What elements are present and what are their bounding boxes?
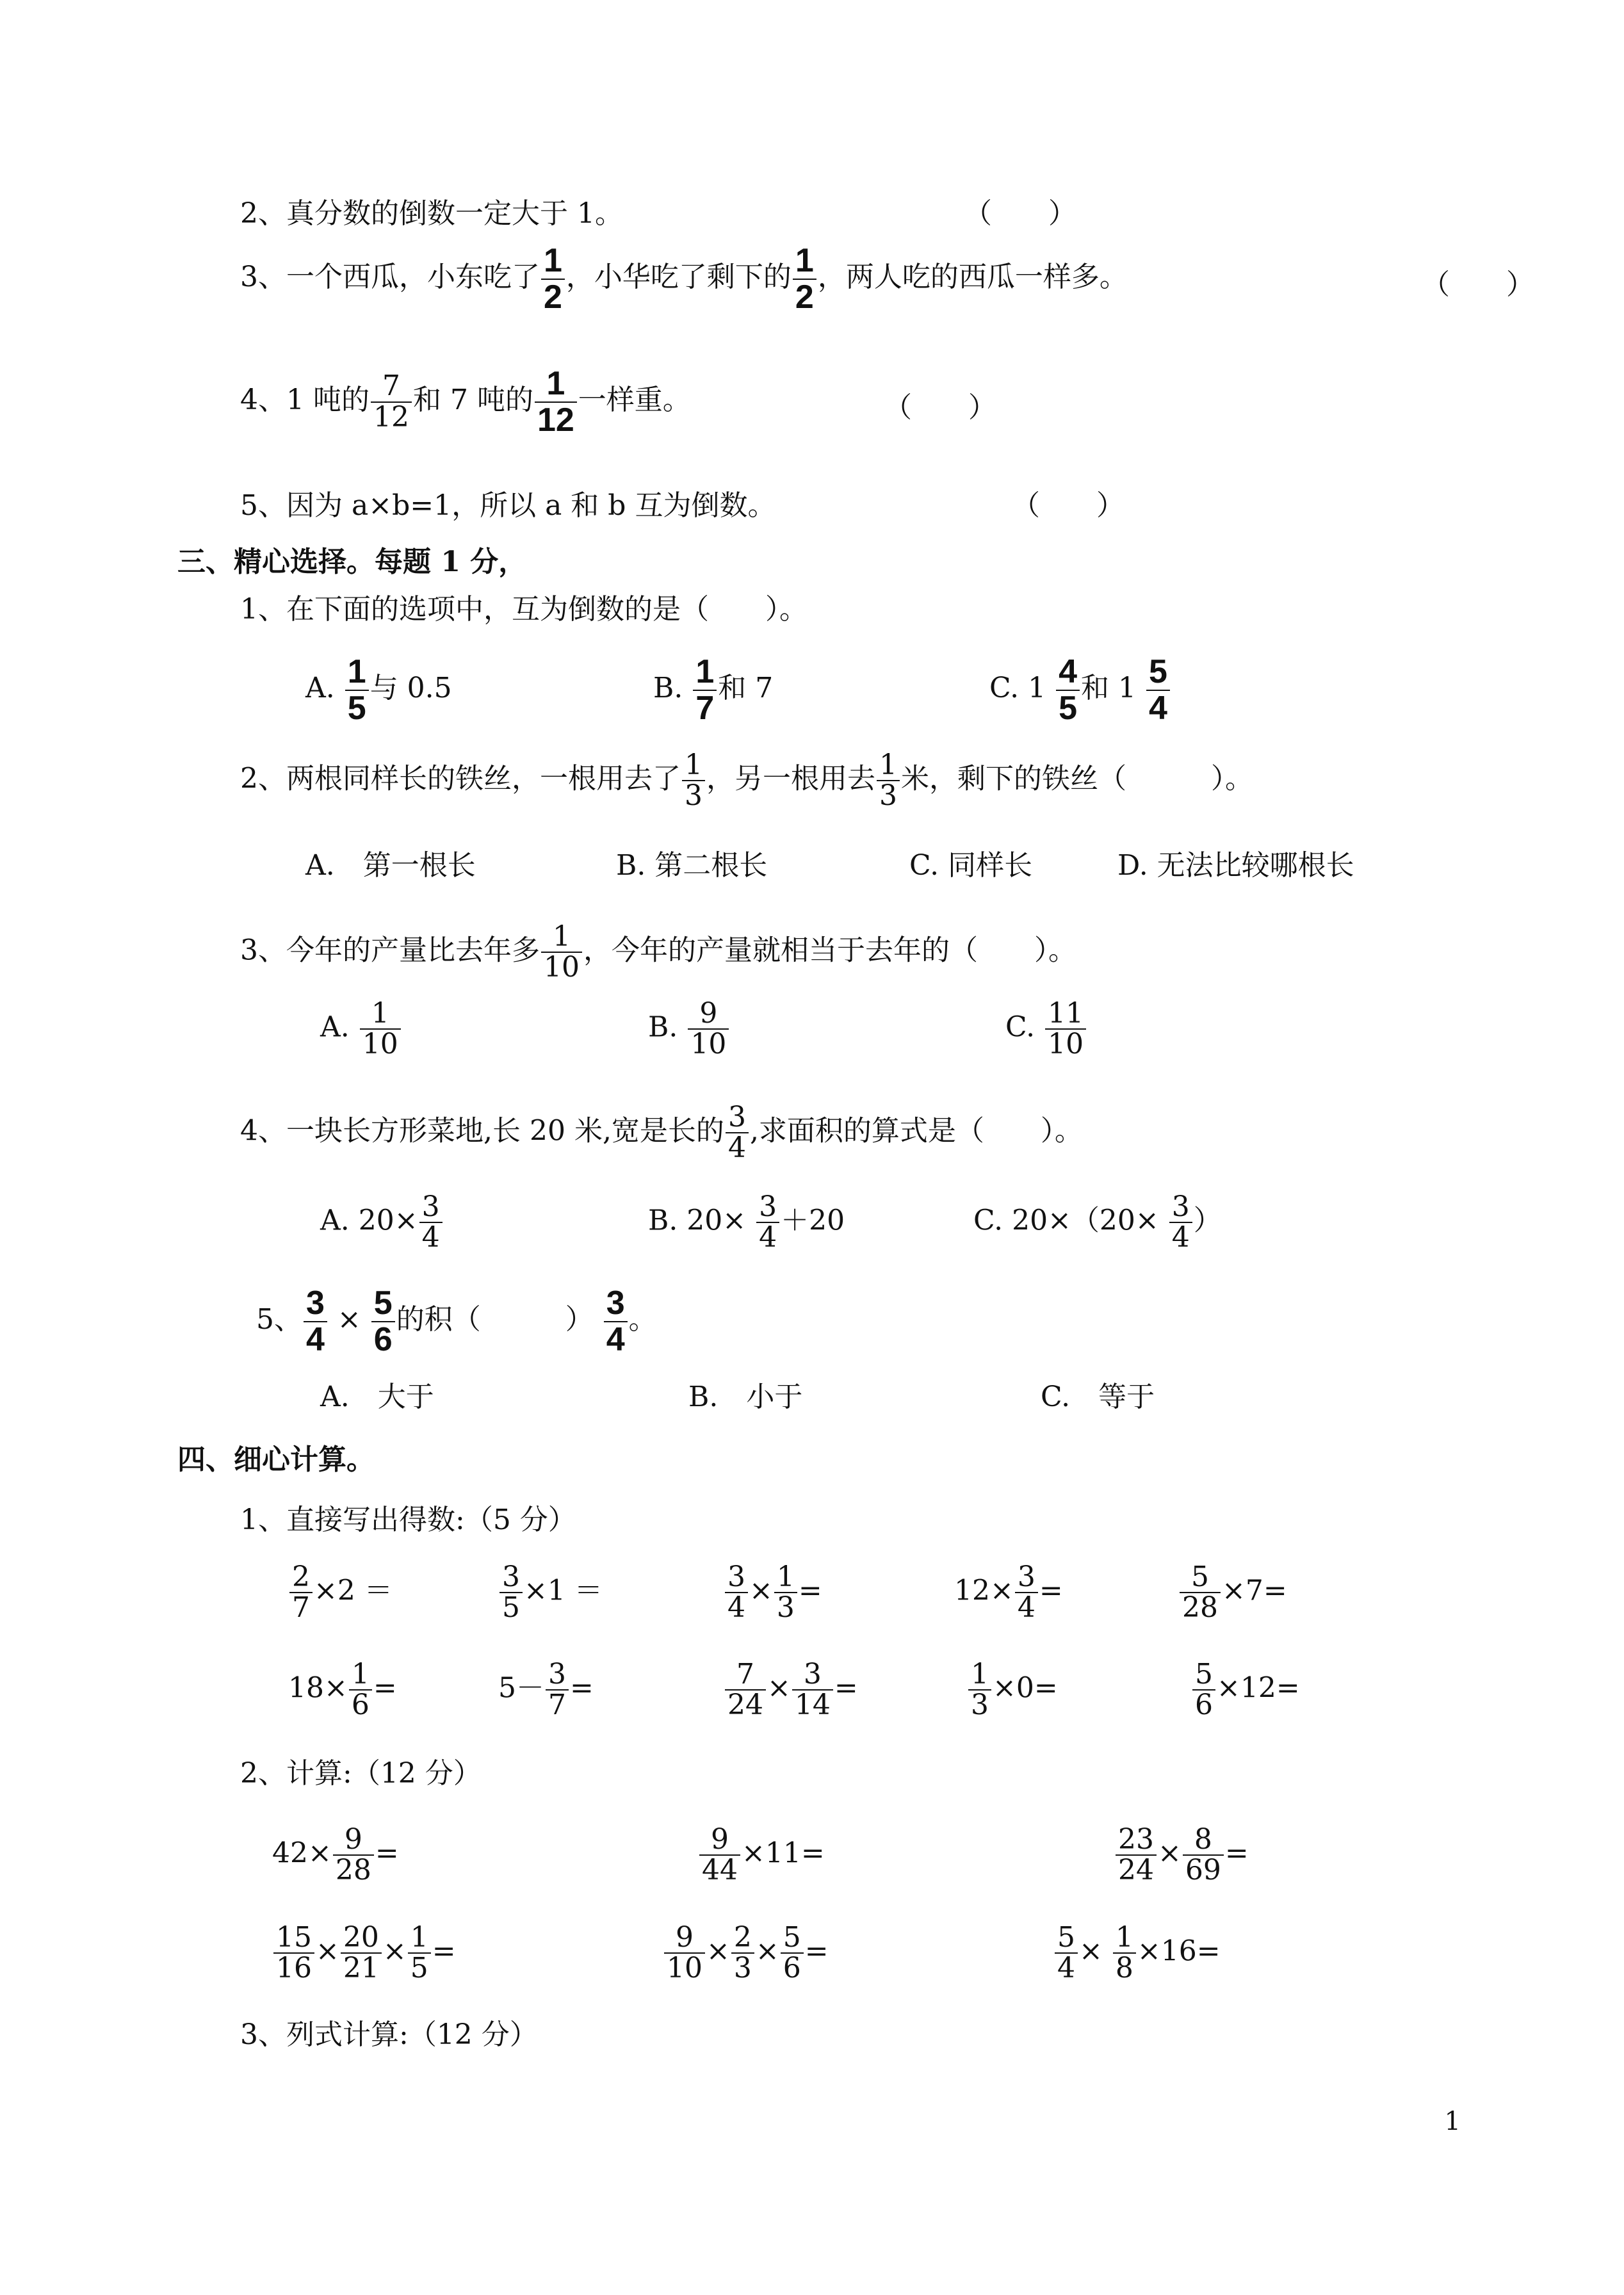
- fraction: $\frac{3}{4}$: [419, 1192, 443, 1253]
- judge-q3-paren[interactable]: （ ）: [1422, 268, 1534, 301]
- fraction: $\frac{1}{10}$: [541, 922, 582, 982]
- fraction: $\frac{1}{12}$: [535, 366, 577, 437]
- fraction: $\frac{5}{4}$: [1146, 654, 1170, 726]
- fraction: $\frac{9}{28}$: [333, 1825, 374, 1885]
- fraction: $\frac{1}{6}$: [349, 1660, 372, 1720]
- fraction: $\frac{1}{5}$: [345, 654, 369, 726]
- fraction: $\frac{5}{4}$: [1055, 1923, 1078, 1983]
- fraction: $\frac{1}{3}$: [968, 1660, 991, 1720]
- judge-q4: 4、1 吨的 $\frac{7}{12}$ 和 7 吨的 $\frac{1}{12}$ 一样重。: [240, 365, 691, 439]
- fraction: $\frac{3}{4}$: [756, 1192, 779, 1253]
- judge-q2-text: 2、真分数的倒数一定大于 1。: [240, 197, 623, 230]
- section4-title: 四、细心计算。: [177, 1443, 375, 1476]
- calc-1-5: $\frac{5}{28}$ ×7=: [1178, 1562, 1287, 1623]
- fraction: $\frac{3}{14}$: [792, 1660, 833, 1720]
- fraction: $\frac{3}{4}$: [726, 1103, 749, 1163]
- s3-q1-stem: 1、在下面的选项中，互为倒数的是（ ）。: [240, 593, 808, 626]
- s3-q4-opt-c[interactable]: C. 20×（20× $\frac{3}{4}$ ）: [973, 1190, 1222, 1254]
- s3-q2-stem: 2、两根同样长的铁丝，一根用去了 $\frac{1}{3}$ ，另一根用去 $\frac{1}{3}$ 米，剩下的铁丝（ ）。: [240, 749, 1253, 813]
- s3-q3-opt-a[interactable]: A. $\frac{1}{10}$: [320, 999, 402, 1059]
- fraction: $\frac{2}{7}$: [289, 1562, 313, 1623]
- s3-q4-opt-a[interactable]: A. 20× $\frac{3}{4}$: [320, 1192, 444, 1253]
- fraction: $\frac{5}{6}$: [1192, 1660, 1215, 1720]
- calc-1-1: $\frac{2}{7}$ ×2 ＝: [288, 1562, 393, 1623]
- fraction: $\frac{5}{6}$: [781, 1923, 804, 1983]
- judge-q3: 3、一个西瓜，小东吃了 $\frac{1}{2}$ ，小华吃了剩下的 $\frac{1}{2}$ ，两人吃的西瓜一样多。: [240, 242, 1128, 316]
- fraction: $\frac{3}{5}$: [499, 1562, 523, 1623]
- s3-q1-opt-c[interactable]: C. 1 $\frac{4}{5}$ 和 1 $\frac{5}{4}$: [989, 654, 1171, 726]
- fraction: $\frac{9}{10}$: [688, 999, 729, 1059]
- s3-q2-opt-d[interactable]: D. 无法比较哪根长: [1117, 849, 1354, 882]
- fraction: $\frac{1}{3}$: [774, 1562, 797, 1623]
- s3-q5-opt-a[interactable]: A. 大于: [320, 1381, 434, 1413]
- fraction: $\frac{9}{10}$: [664, 1923, 705, 1983]
- judge-q2-paren[interactable]: （ ）: [964, 197, 1076, 230]
- judge-q4-paren[interactable]: （ ）: [884, 391, 996, 424]
- fraction: $\frac{15}{16}$: [273, 1923, 314, 1983]
- s3-q3-stem: 3、今年的产量比去年多 $\frac{1}{10}$ ，今年的产量就相当于去年的（ ）。: [240, 920, 1076, 984]
- fraction: $\frac{1}{8}$: [1113, 1923, 1136, 1983]
- calc-2-3: $\frac{7}{24}$ × $\frac{3}{14}$ =: [724, 1660, 858, 1720]
- fraction: $\frac{11}{10}$: [1045, 999, 1086, 1059]
- expr-6: $\frac{5}{4}$ × $\frac{1}{8}$ ×16=: [1053, 1923, 1221, 1983]
- s3-q1-opt-a[interactable]: A. $\frac{1}{5}$ 与 0.5: [305, 653, 452, 727]
- s3-q2-opt-b[interactable]: B. 第二根长: [616, 849, 768, 882]
- s4-p2-title: 2、计算:（12 分）: [240, 1757, 482, 1790]
- calc-2-5: $\frac{5}{6}$ ×12=: [1191, 1660, 1300, 1720]
- calc-2-4: $\frac{1}{3}$ ×0=: [967, 1660, 1058, 1720]
- fraction: $\frac{1}{2}$: [541, 243, 565, 314]
- fraction: $\frac{1}{2}$: [793, 243, 816, 314]
- fraction: $\frac{3}{4}$: [1015, 1562, 1038, 1623]
- s3-q3-opt-b[interactable]: B. $\frac{9}{10}$: [648, 999, 730, 1059]
- fraction: $\frac{5}{6}$: [371, 1286, 395, 1357]
- fraction: $\frac{1}{3}$: [877, 750, 900, 811]
- judge-q5-paren[interactable]: （ ）: [1012, 489, 1125, 522]
- fraction: $\frac{2}{3}$: [731, 1923, 754, 1983]
- fraction: $\frac{1}{5}$: [408, 1923, 431, 1983]
- s4-p3-title: 3、列式计算:（12 分）: [240, 2018, 538, 2051]
- fraction: $\frac{23}{24}$: [1116, 1825, 1157, 1885]
- calc-2-1: 18× $\frac{1}{6}$ =: [288, 1658, 397, 1722]
- fraction: $\frac{9}{44}$: [699, 1825, 740, 1885]
- expr-4: $\frac{15}{16}$ × $\frac{20}{21}$ × $\frac{1}{5}$ =: [272, 1923, 456, 1983]
- fraction: $\frac{5}{28}$: [1180, 1562, 1221, 1623]
- calc-1-2: $\frac{3}{5}$ ×1 ＝: [498, 1562, 603, 1623]
- s3-q2-opt-a[interactable]: A. 第一根长: [305, 849, 476, 882]
- calc-1-3: $\frac{3}{4}$ × $\frac{1}{3}$ =: [724, 1562, 822, 1623]
- s4-p1-title: 1、直接写出得数:（5 分）: [240, 1504, 576, 1536]
- s3-q5-opt-c[interactable]: C. 等于: [1041, 1381, 1155, 1413]
- fraction: $\frac{1}{3}$: [682, 750, 705, 811]
- fraction: $\frac{3}{4}$: [604, 1286, 628, 1357]
- page-number: 1: [1444, 2107, 1461, 2136]
- fraction: $\frac{3}{4}$: [1169, 1192, 1192, 1253]
- expr-5: $\frac{9}{10}$ × $\frac{2}{3}$ × $\frac{5}{6}$ =: [663, 1923, 829, 1983]
- judge-q2: [240, 197, 623, 230]
- fraction: $\frac{1}{10}$: [360, 999, 401, 1059]
- s3-q4-opt-b[interactable]: B. 20× $\frac{3}{4}$ ＋20: [648, 1190, 845, 1254]
- judge-q5: 5、因为 a×b=1，所以 a 和 b 互为倒数。: [240, 489, 776, 522]
- s3-q4-stem: 4、一块长方形菜地,长 20 米,宽是长的 $\frac{3}{4}$ ,求面积的算式是（ ）。: [240, 1101, 1083, 1165]
- fraction: $\frac{3}{4}$: [304, 1286, 327, 1357]
- fraction: $\frac{1}{7}$: [693, 654, 717, 726]
- fraction: $\frac{7}{12}$: [371, 371, 412, 432]
- s3-q1-opt-b[interactable]: B. $\frac{1}{7}$ 和 7: [653, 653, 774, 727]
- fraction: $\frac{3}{7}$: [546, 1660, 569, 1720]
- expr-1: 42× $\frac{9}{28}$ =: [272, 1823, 399, 1887]
- fraction: $\frac{20}{21}$: [341, 1923, 382, 1983]
- s3-q5-stem: 5、 $\frac{3}{4}$ × $\frac{5}{6}$ 的积（ ） $\frac{3}{4}$ 。: [256, 1285, 657, 1358]
- fraction: $\frac{4}{5}$: [1056, 654, 1080, 726]
- s3-q3-opt-c[interactable]: C. $\frac{11}{10}$: [1005, 999, 1087, 1059]
- expr-2: $\frac{9}{44}$ ×11=: [698, 1825, 825, 1885]
- expr-3: $\frac{23}{24}$ × $\frac{8}{69}$ =: [1114, 1825, 1249, 1885]
- fraction: $\frac{8}{69}$: [1183, 1825, 1224, 1885]
- fraction: $\frac{3}{4}$: [725, 1562, 748, 1623]
- section3-title: 三、精心选择。每题 1 分，: [177, 546, 527, 578]
- fraction: $\frac{7}{24}$: [725, 1660, 766, 1720]
- calc-1-4: 12× $\frac{3}{4}$ =: [954, 1561, 1063, 1625]
- calc-2-2: 5－ $\frac{3}{7}$ =: [498, 1658, 594, 1722]
- s3-q5-opt-b[interactable]: B. 小于: [688, 1381, 803, 1413]
- s3-q2-opt-c[interactable]: C. 同样长: [909, 849, 1033, 882]
